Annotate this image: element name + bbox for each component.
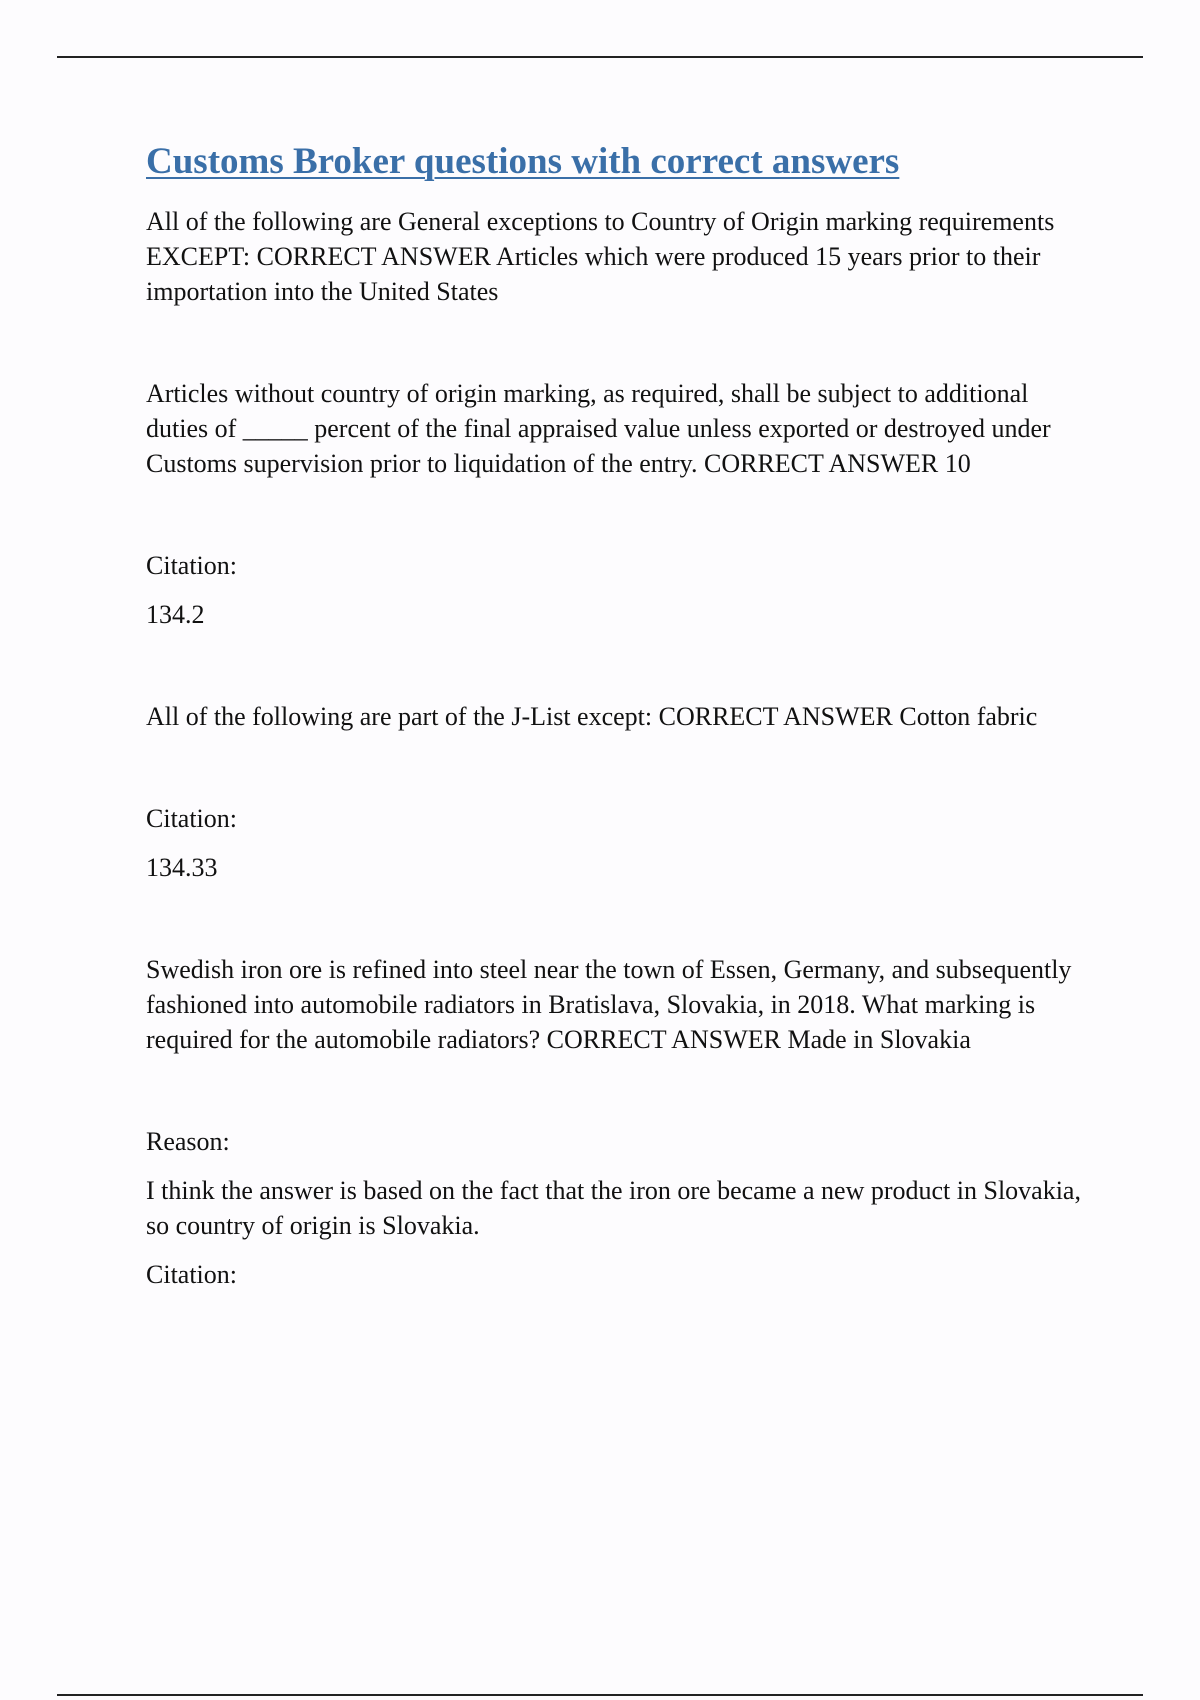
document-body (146, 140, 1081, 1292)
document-title: Customs Broker questions with correct answers (146, 141, 900, 182)
question-1-text: All of the following are General exceptions to Country of Origin marking requirements EXCEPT: CORRECT ANSWER Articles which were produced 15 years prior to their importation into the United States (146, 207, 1055, 307)
citation-value: 134.33 (146, 853, 218, 883)
citation-label: Citation: (146, 1260, 237, 1290)
question-4-text: Swedish iron ore is refined into steel near the town of Essen, Germany, and subsequently fashioned into automobile radiators in Bratislava, Slovakia, in 2018. What marking is required for the automobile radiators? CORRECT ANSWER Made in Slovakia (146, 955, 1072, 1055)
footer-rule (57, 1694, 1143, 1696)
citation-label: Citation: (146, 804, 237, 834)
reason-label: Reason: (146, 1127, 230, 1157)
header-rule (57, 56, 1143, 58)
citation-label: Citation: (146, 551, 237, 581)
citation-value: 134.2 (146, 600, 205, 630)
question-3-text: All of the following are part of the J-List except: CORRECT ANSWER Cotton fabric (146, 702, 1038, 732)
question-2-text: Articles without country of origin marking, as required, shall be subject to additional duties of _____ percent of the final appraised value unless exported or destroyed under Customs supervision prior to liquidation of the entry. CORRECT ANSWER 10 (146, 379, 1051, 479)
reason-text: I think the answer is based on the fact that the iron ore became a new product in Slovakia, so country of origin is Slovakia. (146, 1176, 1081, 1241)
